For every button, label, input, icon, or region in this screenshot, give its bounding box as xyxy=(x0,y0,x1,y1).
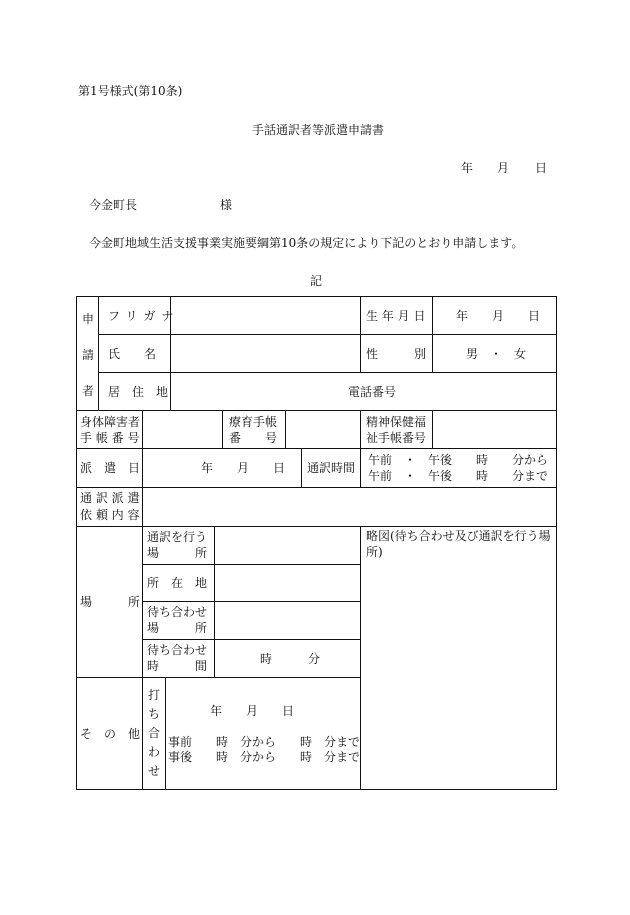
mental-cert-label: 祉手帳番号 xyxy=(366,431,427,445)
interpretation-place-field[interactable] xyxy=(215,527,360,564)
meeting-place-field[interactable] xyxy=(215,602,360,639)
mental-cert-field[interactable] xyxy=(433,411,556,448)
row-line xyxy=(76,448,556,449)
meeting-time-label: 待ち合わせ xyxy=(147,643,208,657)
date-month-label: 月 xyxy=(497,161,510,175)
applicant-section-char: 申 xyxy=(82,312,95,326)
mental-cert-label: 精神保健福 xyxy=(366,415,427,429)
meeting-place-label: 場 所 xyxy=(147,621,208,635)
date-year-label: 年 xyxy=(461,161,474,175)
furigana-field[interactable] xyxy=(171,297,360,334)
col-line xyxy=(360,410,361,487)
birthdate-value[interactable]: 年 月 日 xyxy=(456,309,541,323)
time-until[interactable]: 午前 ・ 午後 時 分まで xyxy=(368,469,549,483)
meeting-time-label: 時 間 xyxy=(147,659,208,673)
form-title: 手話通訳者等派遣申請書 xyxy=(252,123,385,137)
col-line xyxy=(360,296,361,372)
sex-value[interactable]: 男 ・ 女 xyxy=(466,347,527,361)
ryoiku-cert-field[interactable] xyxy=(286,411,360,448)
map-label: 所) xyxy=(366,545,383,559)
request-content-label: 通 訳 派 遣 xyxy=(80,491,140,505)
uchiawase-char: わ xyxy=(148,745,161,759)
phone-label: 電話番号 xyxy=(348,385,397,399)
disability-cert-field[interactable] xyxy=(143,411,222,448)
disability-cert-label: 手 帳 番 号 xyxy=(80,431,140,445)
meeting-time-value[interactable]: 時 分 xyxy=(260,652,321,666)
name-field[interactable] xyxy=(171,335,360,372)
name-label: 氏 名 xyxy=(108,347,157,361)
interpretation-time-label: 通訳時間 xyxy=(307,461,356,475)
date-day-label: 日 xyxy=(535,161,548,175)
col-line xyxy=(301,448,302,487)
uchiawase-char: ち xyxy=(148,707,161,721)
location-field[interactable] xyxy=(215,565,360,601)
pre-meeting-time[interactable]: 事前 時 分から 時 分まで xyxy=(168,735,361,749)
meeting-date-value[interactable]: 年 月 日 xyxy=(210,704,295,718)
addressee: 今金町長 xyxy=(89,198,138,212)
time-from[interactable]: 午前 ・ 午後 時 分から xyxy=(368,453,549,467)
birthdate-label: 生 年 月 日 xyxy=(366,309,426,323)
uchiawase-char: せ xyxy=(148,764,161,778)
meeting-place-label: 待ち合わせ xyxy=(147,605,208,619)
col-line xyxy=(142,448,143,487)
post-meeting-time[interactable]: 事後 時 分から 時 分まで xyxy=(168,750,361,764)
disability-cert-label: 身体障害者 xyxy=(80,415,141,429)
applicant-section-char: 請 xyxy=(82,348,95,362)
map-area[interactable] xyxy=(361,562,556,789)
row-line xyxy=(142,639,360,640)
uchiawase-char: 合 xyxy=(148,726,161,740)
ki-heading: 記 xyxy=(310,274,323,288)
other-label: そ の 他 xyxy=(80,727,141,741)
request-content-field[interactable] xyxy=(143,488,556,526)
col-line xyxy=(165,677,166,790)
ryoiku-cert-label: 番 号 xyxy=(229,431,278,445)
row-line xyxy=(76,677,360,678)
sex-label: 性 別 xyxy=(366,347,427,361)
applicant-section-char: 者 xyxy=(82,384,95,398)
col-line xyxy=(98,296,99,410)
form-number: 第1号様式(第10条) xyxy=(78,84,183,98)
place-label: 場 所 xyxy=(80,595,141,609)
honorific: 様 xyxy=(220,198,233,212)
location-label: 所 在 地 xyxy=(147,576,208,590)
ryoiku-cert-label: 療育手帳 xyxy=(229,415,278,429)
request-statement: 今金町地域生活支援事業実施要綱第10条の規定により下記のとおり申請します。 xyxy=(89,236,524,250)
furigana-label: フリガナ xyxy=(108,309,180,323)
col-line xyxy=(432,296,433,372)
row-line xyxy=(98,372,556,373)
dispatch-date-value[interactable]: 年 月 日 xyxy=(201,461,286,475)
interpretation-place-label: 場 所 xyxy=(147,546,208,560)
address-label: 居 住 地 xyxy=(108,385,169,399)
uchiawase-char: 打 xyxy=(148,688,161,702)
map-label: 略図(待ち合わせ及び通訳を行う場 xyxy=(366,529,551,543)
dispatch-date-label: 派 遣 日 xyxy=(80,461,141,475)
col-line xyxy=(142,526,143,790)
col-line xyxy=(222,410,223,448)
request-content-label: 依 頼 内 容 xyxy=(80,508,140,522)
interpretation-place-label: 通訳を行う xyxy=(147,530,208,544)
